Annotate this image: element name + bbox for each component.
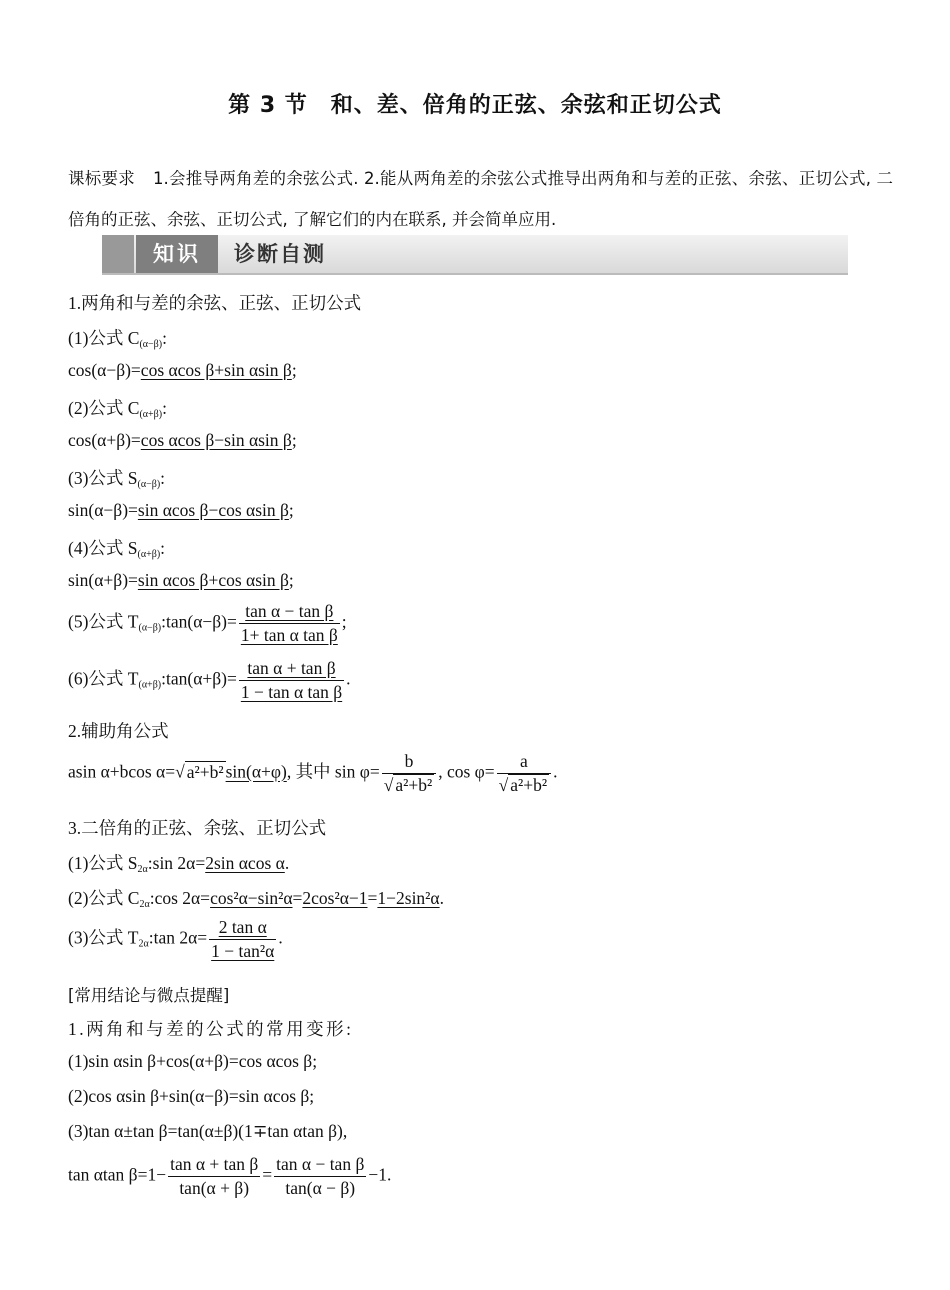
formula-t2a-fraction: $\frac{\text{2 tan α}}{\text{1 − tan²α}}$	[211, 917, 275, 961]
formula-c2a: (2)公式 $C_{2\alpha}:\cos$ 2α=cos²α−sin²α=2cos²α−1=1−2sin²α.	[68, 888, 444, 910]
banner-tag: 知识	[136, 235, 218, 273]
sin-phi-fraction: $\frac{b}{\text{√ a²+b²}}$	[382, 751, 437, 796]
formula-c-plus-answer: cos αcos β−sin αsin β	[140, 430, 292, 450]
sec2-heading: 2.辅助角公式	[68, 721, 169, 741]
sqrt-radicand: a²+b²	[186, 761, 224, 782]
formula-c-minus: cos(α−β)=cos αcos β+sin αsin β;	[68, 360, 297, 380]
variant-1: (1)sin αsin β+cos(α+β)=cos αcos β;	[68, 1051, 318, 1071]
formula-c2a-answer-2: 2cos²α−1	[302, 888, 368, 908]
notes-heading: [常用结论与微点提醒]	[68, 986, 230, 1005]
formula-s-minus: sin(α−β)=sin αcos β−cos αsin β;	[68, 500, 294, 520]
formula-c-minus-label: (1)公式 $C_{(\alpha-\beta)}$:	[68, 328, 167, 350]
variant-4-fraction-2: $\frac{\text{tan α − tan β}}{\tan(\alpha - \beta)}$	[276, 1154, 365, 1198]
formula-s2a-answer: 2sin αcos α	[205, 853, 285, 873]
requirement-text: 1.会推导两角差的余弦公式. 2.能从两角差的余弦公式推导出两角和与差的正弦、余弦、正切公式, 二倍角的正弦、余弦、正切公式, 了解它们的内在联系, 并会简单应用.	[68, 169, 894, 229]
formula-s-minus-answer: sin αcos β−cos αsin β	[137, 500, 289, 520]
variant-4-fraction-1: $\frac{\text{tan α + tan β}}{\tan(\alpha + \beta)}$	[170, 1154, 259, 1198]
banner-accent	[102, 235, 134, 273]
variant-3: (3)tan α±tan β=tan(α±β)(1∓tan αtan β),	[68, 1121, 348, 1141]
cos-phi-fraction: $\frac{a}{\text{√ a²+b²}}$	[497, 751, 552, 796]
formula-t-minus-fraction: $\frac{\text{tan α − tan β}}{\text{1+ tan α tan β}}$	[240, 601, 338, 645]
formula-t-plus-fraction: $\frac{\text{tan α + tan β}}{\text{1 − tan α tan β}}$	[240, 658, 343, 702]
formula-t-minus: (5)公式 $T_{(\alpha-\beta)}:\tan(\alpha-\beta)=$ $\frac{\text{tan α − tan β}}{\text{1+ tan α tan β}}$ ;	[68, 601, 347, 645]
sec3-heading: 3.二倍角的正弦、余弦、正切公式	[68, 818, 327, 838]
formula-c-plus: cos(α+β)=cos αcos β−sin αsin β;	[68, 430, 297, 450]
formula-t-plus: (6)公式 $T_{(\alpha+\beta)}:\tan(\alpha+\beta)=$ $\frac{\text{tan α + tan β}}{\text{1 − tan α tan β}}$ .	[68, 658, 351, 702]
formula-s2a: (1)公式 $S_{2\alpha}:\sin$ 2α=2sin αcos α.	[68, 853, 290, 875]
auxiliary-answer: sin(α+φ)	[225, 761, 287, 782]
formula-s-plus: sin(α+β)=sin αcos β+cos αsin β;	[68, 570, 294, 590]
formula-s-plus-answer: sin αcos β+cos αsin β	[137, 570, 289, 590]
formula-c-minus-answer: cos αcos β+sin αsin β	[140, 360, 292, 380]
notes-item-1: 1.两角和与差的公式的常用变形:	[68, 1019, 354, 1039]
formula-t2a: (3)公式 $T_{2\alpha}:\tan$ 2α= $\frac{\text{2 tan α}}{\text{1 − tan²α}}$ .	[68, 917, 283, 961]
formula-c2a-answer-3: 1−2sin²α	[377, 888, 440, 908]
sec1-heading: 1.两角和与差的余弦、正弦、正切公式	[68, 293, 362, 313]
variant-4: tan αtan β=1− $\frac{\text{tan α + tan β}}{\tan(\alpha + \beta)}$ = $\frac{\text{tan α − tan β}}{\tan(\alpha - \beta)}$ −1.	[68, 1154, 392, 1198]
curriculum-requirement	[68, 158, 893, 240]
formula-c2a-answer-1: cos²α−sin²α	[210, 888, 293, 908]
requirement-label: 课标要求	[68, 169, 136, 188]
page-title: 第 3 节 和、差、倍角的正弦、余弦和正切公式	[228, 93, 722, 118]
formula-s-minus-label: (3)公式 $S_{(\alpha-\beta)}$:	[68, 468, 166, 490]
variant-2: (2)cos αsin β+sin(α−β)=sin αcos β;	[68, 1086, 315, 1106]
formula-s-plus-label: (4)公式 $S_{(\alpha+\beta)}$:	[68, 538, 166, 560]
formula-c-plus-label: (2)公式 $C_{(\alpha+\beta)}$:	[68, 398, 167, 420]
banner-text: 诊断自测	[234, 242, 326, 266]
auxiliary-angle-formula: asin α+bcos α=√ a²+b² sin(α+φ), 其中 sin φ= $\frac{b}{\text{√ a²+b²}}$ , cos φ= $\frac{a}{\text{√ a²+b²}}$ .	[68, 751, 558, 795]
section-banner	[102, 235, 848, 273]
sqrt-symbol: √	[175, 761, 185, 782]
